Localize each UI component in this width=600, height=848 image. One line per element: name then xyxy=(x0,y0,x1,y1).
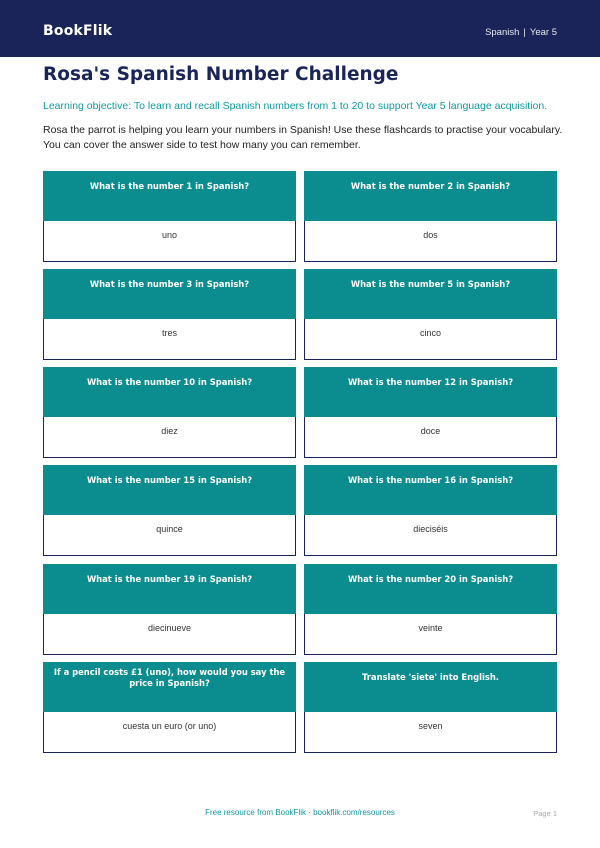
flashcard[interactable] xyxy=(43,465,296,556)
flashcard[interactable] xyxy=(304,367,557,458)
flashcard[interactable] xyxy=(43,662,296,753)
flashcard-answer[interactable]: quince xyxy=(43,515,296,556)
flashcard-question: What is the number 19 in Spanish? xyxy=(43,564,296,614)
flashcard-answer[interactable]: seven xyxy=(304,712,557,753)
flashcard[interactable] xyxy=(43,367,296,458)
flashcard-question: What is the number 3 in Spanish? xyxy=(43,269,296,319)
flashcard-answer[interactable]: veinte xyxy=(304,614,557,655)
flashcard[interactable] xyxy=(304,564,557,655)
flashcard-question: If a pencil costs £1 (uno), how would you say the price in Spanish? xyxy=(43,662,296,712)
flashcard[interactable] xyxy=(304,465,557,556)
flashcard-question: What is the number 20 in Spanish? xyxy=(304,564,557,614)
flashcard[interactable] xyxy=(304,171,557,262)
flashcard-answer[interactable]: diecinueve xyxy=(43,614,296,655)
top-bar xyxy=(0,0,600,57)
flashcard-answer[interactable]: uno xyxy=(43,221,296,262)
flashcard-answer[interactable]: cinco xyxy=(304,319,557,360)
page-title: Rosa's Spanish Number Challenge xyxy=(43,64,399,85)
flashcard-answer[interactable]: doce xyxy=(304,417,557,458)
flashcard-question: What is the number 5 in Spanish? xyxy=(304,269,557,319)
brand-logo[interactable]: BookFlik xyxy=(43,23,113,39)
page-number: Page 1 xyxy=(533,809,557,818)
flashcard-answer[interactable]: dos xyxy=(304,221,557,262)
breadcrumb-subject[interactable]: Spanish xyxy=(485,27,520,38)
flashcard-question: What is the number 2 in Spanish? xyxy=(304,171,557,221)
learning-objective: Learning objective: To learn and recall Spanish numbers from 1 to 20 to support Year 5 language acquisition. xyxy=(43,100,548,112)
breadcrumb-year[interactable]: Year 5 xyxy=(529,27,557,38)
breadcrumb xyxy=(485,27,557,38)
flashcard[interactable] xyxy=(43,269,296,360)
flashcard[interactable] xyxy=(304,269,557,360)
flashcard[interactable] xyxy=(43,171,296,262)
flashcard-question: What is the number 15 in Spanish? xyxy=(43,465,296,515)
intro-text: Rosa the parrot is helping you learn your numbers in Spanish! Use these flashcards to practise your vocabulary. You can cover the answer side to test how many you can remember. xyxy=(43,124,563,151)
flashcard[interactable] xyxy=(43,564,296,655)
footer-credit[interactable]: Free resource from BookFlik · bookflik.com/resources xyxy=(205,808,395,817)
flashcard-answer[interactable]: diez xyxy=(43,417,296,458)
flashcard[interactable] xyxy=(304,662,557,753)
flashcard-question: What is the number 10 in Spanish? xyxy=(43,367,296,417)
flashcard-question: What is the number 12 in Spanish? xyxy=(304,367,557,417)
flashcard-question: What is the number 16 in Spanish? xyxy=(304,465,557,515)
flashcard-answer[interactable]: dieciséis xyxy=(304,515,557,556)
breadcrumb-separator: | xyxy=(523,27,526,38)
flashcard-answer[interactable]: cuesta un euro (or uno) xyxy=(43,712,296,753)
flashcard-question: What is the number 1 in Spanish? xyxy=(43,171,296,221)
flashcard-question: Translate 'siete' into English. xyxy=(304,662,557,712)
flashcard-answer[interactable]: tres xyxy=(43,319,296,360)
